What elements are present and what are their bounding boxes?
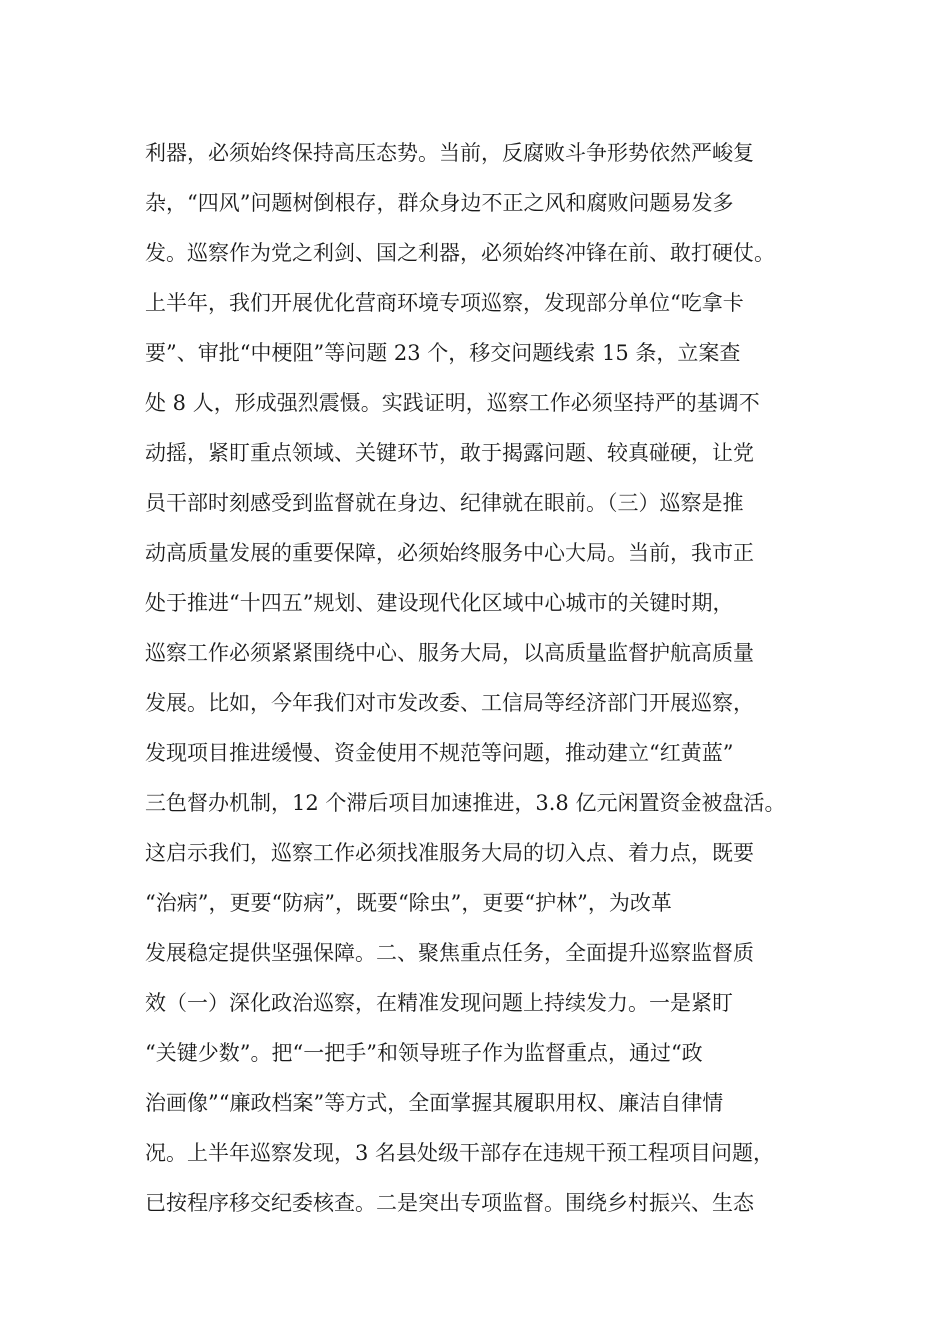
text-line: 动高质量发展的重要保障，必须始终服务中心大局。当前，我市正 <box>145 541 754 565</box>
text-line: 动摇，紧盯重点领域、关键环节，敢于揭露问题、较真碰硬，让党 <box>145 441 754 465</box>
text-line: 发现项目推进缓慢、资金使用不规范等问题，推动建立“红黄蓝” <box>145 741 734 765</box>
text-line: 况。上半年巡察发现，3 名县处级干部存在违规干预工程项目问题， <box>145 1141 775 1165</box>
text-line: 利器，必须始终保持高压态势。当前，反腐败斗争形势依然严峻复 <box>145 141 754 165</box>
text-line: “关键少数”。把“一把手”和领导班子作为监督重点，通过“政 <box>145 1041 703 1065</box>
text-line: 处于推进“十四五”规划、建设现代化区域中心城市的关键时期， <box>145 591 734 615</box>
text-line: 巡察工作必须紧紧围绕中心、服务大局，以高质量监督护航高质量 <box>145 641 754 665</box>
text-line: 治画像”“廉政档案”等方式，全面掌握其履职用权、廉洁自律情 <box>145 1091 724 1115</box>
text-line: 已按程序移交纪委核查。二是突出专项监督。围绕乡村振兴、生态 <box>145 1191 754 1215</box>
text-line: 发。巡察作为党之利剑、国之利器，必须始终冲锋在前、敢打硬仗。 <box>145 241 775 265</box>
text-line: 要”、审批“中梗阻”等问题 23 个，移交问题线索 15 条，立案查 <box>145 341 741 365</box>
body-text <box>145 128 835 1228</box>
text-line: “治病”，更要“防病”，既要“除虫”，更要“护林”，为改革 <box>145 891 672 915</box>
text-line: 发展稳定提供坚强保障。二、聚焦重点任务，全面提升巡察监督质 <box>145 941 754 965</box>
text-line: 效（一）深化政治巡察，在精准发现问题上持续发力。一是紧盯 <box>145 991 733 1015</box>
text-line: 杂，“四风”问题树倒根存，群众身边不正之风和腐败问题易发多 <box>145 191 734 215</box>
text-line: 这启示我们，巡察工作必须找准服务大局的切入点、着力点，既要 <box>145 841 754 865</box>
text-line: 员干部时刻感受到监督就在身边、纪律就在眼前。（三）巡察是推 <box>145 491 744 515</box>
text-line: 三色督办机制，12 个滞后项目加速推进，3.8 亿元闲置资金被盘活。 <box>145 791 786 815</box>
text-line: 发展。比如，今年我们对市发改委、工信局等经济部门开展巡察， <box>145 691 754 715</box>
text-line: 上半年，我们开展优化营商环境专项巡察，发现部分单位“吃拿卡 <box>145 291 744 315</box>
text-line: 处 8 人，形成强烈震慑。实践证明，巡察工作必须坚持严的基调不 <box>145 391 760 415</box>
